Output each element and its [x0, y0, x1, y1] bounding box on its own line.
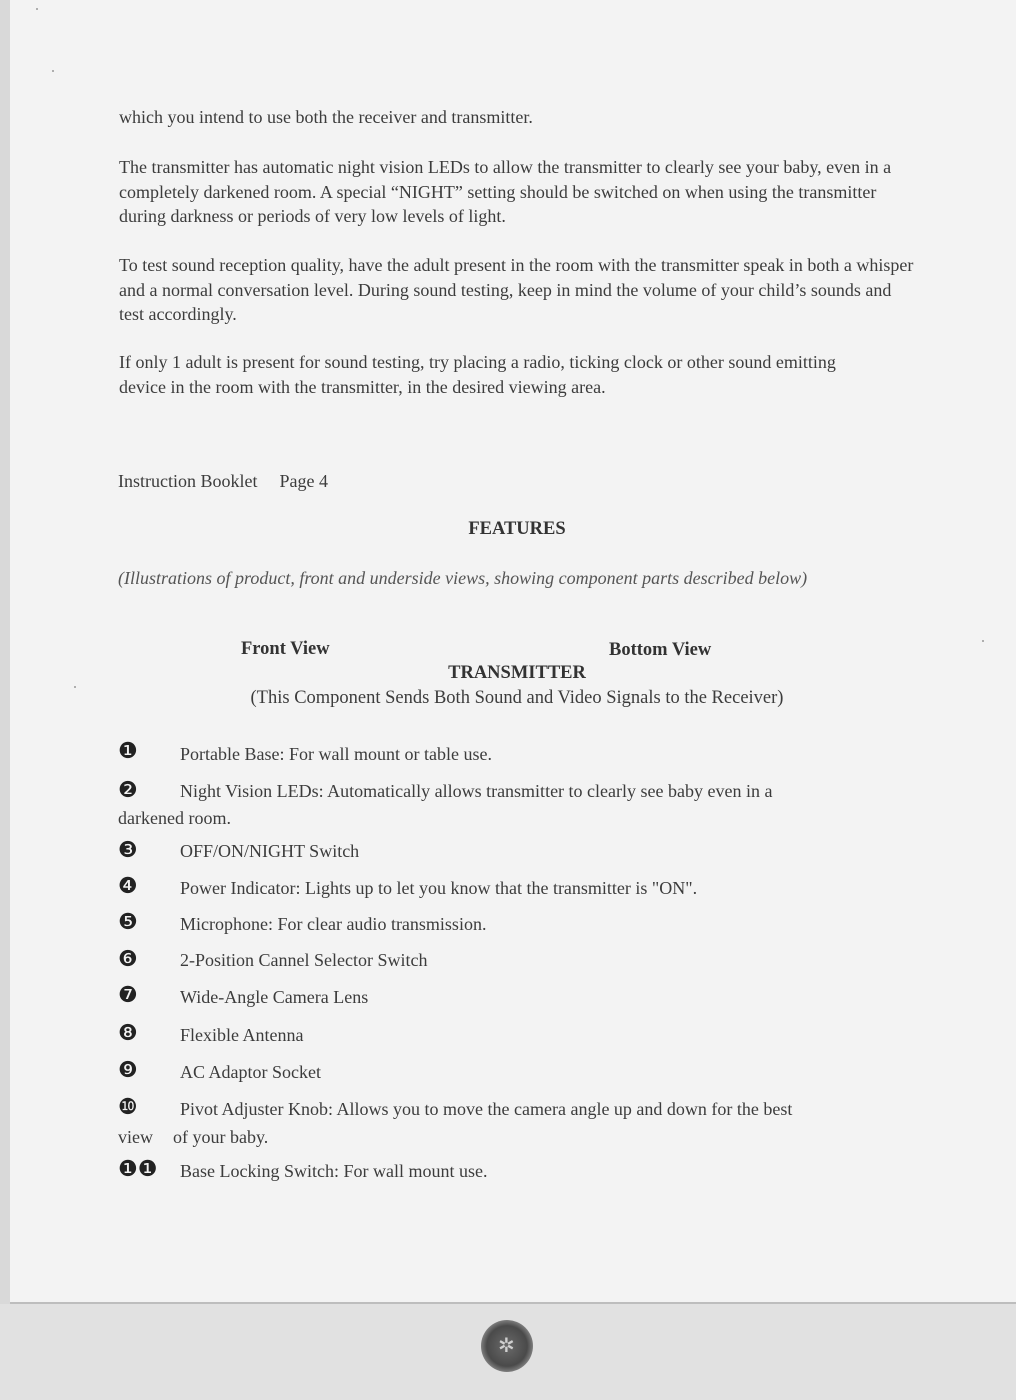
feature-number-10: ❿: [118, 1095, 138, 1120]
feature-text-11: Base Locking Switch: For wall mount use.: [180, 1161, 488, 1181]
feature-number-6: ❻: [118, 947, 138, 972]
paragraph-night-vision: The transmitter has automatic night vision LEDs to allow the transmitter to clearly see your baby, even in a completely darkened room. A special “NIGHT” setting should be switched on when using the transmitter during darkness or periods of very low levels of light.: [119, 157, 892, 226]
bottom-view-label: Bottom View: [609, 640, 712, 660]
paragraph-intro: which you intend to use both the receiver and transmitter.: [119, 107, 533, 127]
feature-text-7: Wide-Angle Camera Lens: [180, 987, 369, 1007]
scan-speck: [36, 8, 38, 10]
features-heading: FEATURES: [468, 519, 566, 539]
feature-text-2: Night Vision LEDs: Automatically allows transmitter to clearly see baby even in a: [180, 781, 773, 801]
scan-speck: [52, 70, 54, 72]
page-footer: [118, 471, 328, 492]
page-number: Page 4: [279, 471, 328, 491]
feature-number-3: ❸: [118, 838, 138, 863]
feature-number-8: ❽: [118, 1021, 138, 1046]
feature-number-11: ❶❶: [118, 1157, 158, 1182]
feature-text-10: Pivot Adjuster Knob: Allows you to move the camera angle up and down for the best: [180, 1099, 793, 1119]
feature-text-10-lead: view: [118, 1127, 153, 1147]
feature-text-10-continued: [118, 1127, 268, 1148]
feature-text-5: Microphone: For clear audio transmission.: [180, 914, 487, 934]
front-view-label: Front View: [241, 639, 330, 659]
scan-speck: [982, 640, 984, 642]
feature-text-9: AC Adaptor Socket: [180, 1062, 321, 1082]
feature-number-7: ❼: [118, 983, 138, 1008]
paragraph-single-adult: If only 1 adult is present for sound testing, try placing a radio, ticking clock or other sound emitting device in the room with the transmitter, in the desired viewing area.: [119, 352, 836, 397]
feature-number-5: ❺: [118, 910, 138, 935]
feature-number-1: ❶: [118, 739, 138, 764]
feature-text-4: Power Indicator: Lights up to let you know that the transmitter is "ON".: [180, 878, 698, 898]
feature-text-10-rest: of your baby.: [173, 1127, 269, 1147]
feature-text-8: Flexible Antenna: [180, 1025, 304, 1045]
booklet-label: Instruction Booklet: [118, 471, 258, 491]
feature-text-3: OFF/ON/NIGHT Switch: [180, 841, 360, 861]
paragraph-sound-test: To test sound reception quality, have the adult present in the room with the transmitter speak in both a whisper and a normal conversation level. During sound testing, keep in mind the volume of your child’s sounds and test accordingly.: [119, 255, 914, 324]
feature-text-2-continued: darkened room.: [118, 808, 231, 828]
feature-number-4: ❹: [118, 874, 138, 899]
transmitter-subtitle: (This Component Sends Both Sound and Video Signals to the Receiver): [250, 688, 784, 708]
feature-number-2: ❷: [118, 778, 138, 803]
feature-number-9: ❾: [118, 1058, 138, 1083]
document-page: [10, 0, 1016, 1304]
transmitter-heading: TRANSMITTER: [448, 663, 586, 683]
feature-text-6: 2-Position Cannel Selector Switch: [180, 950, 428, 970]
binder-screw-icon: ✲: [481, 1320, 533, 1372]
feature-text-1: Portable Base: For wall mount or table use.: [180, 744, 492, 764]
illustration-caption: (Illustrations of product, front and underside views, showing component parts described below): [118, 568, 808, 588]
